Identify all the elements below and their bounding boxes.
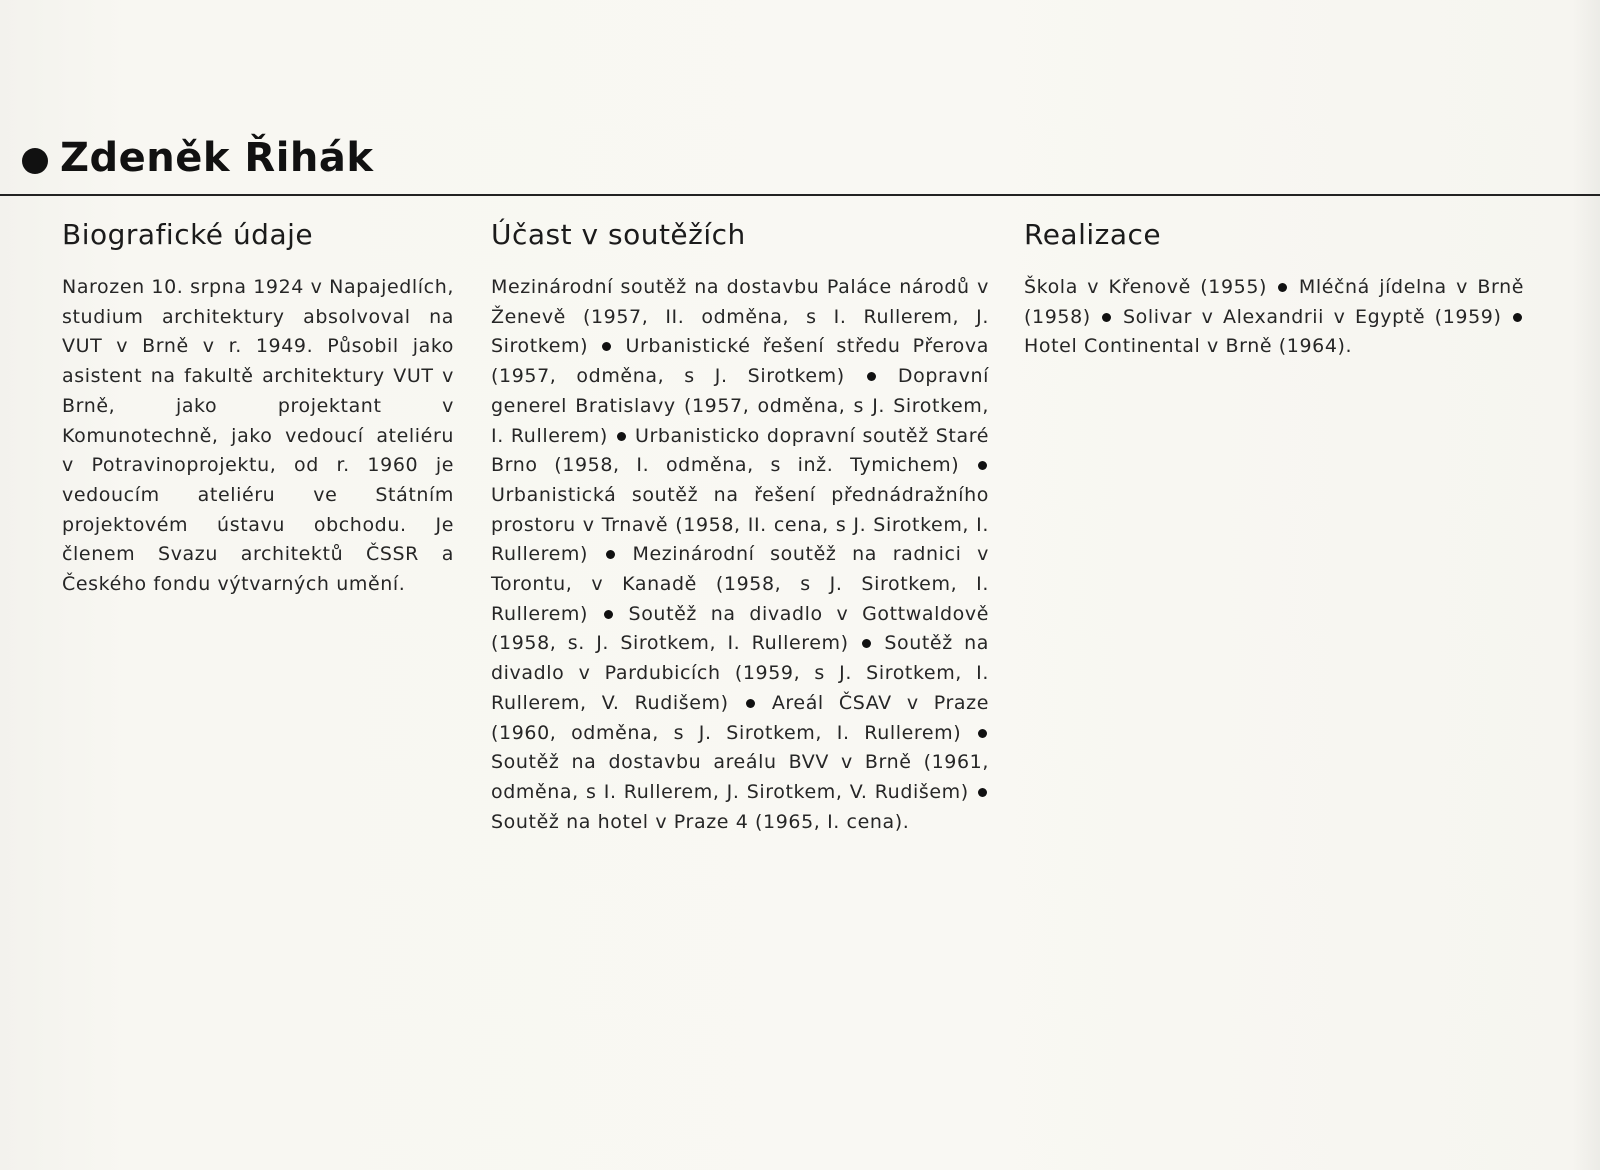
- bullet-icon: [978, 461, 987, 470]
- bullet-icon: [862, 639, 871, 648]
- bullet-icon: [1102, 313, 1111, 322]
- bullet-icon: [1278, 283, 1287, 292]
- bullet-icon: [604, 610, 613, 619]
- realizations-text: [1024, 273, 1524, 362]
- divider: [0, 194, 1600, 196]
- biography-column: [62, 218, 454, 600]
- competition-item: Soutěž na hotel v Praze 4 (1965, I. cena).: [491, 810, 910, 833]
- competitions-column: [491, 218, 989, 837]
- competition-item: Areál ČSAV v Praze (1960, odměna, s J. Sirotkem, I. Rullerem): [491, 691, 989, 744]
- bullet-icon: [606, 550, 615, 559]
- bullet-icon: [978, 788, 987, 797]
- bullet-icon: [602, 342, 611, 351]
- realization-item: Škola v Křenově (1955): [1024, 276, 1268, 298]
- page-title: Zdeněk Řihák: [60, 135, 374, 181]
- bullet-icon: [867, 372, 876, 381]
- realization-item: Solivar v Alexandrii v Egyptě (1959): [1122, 305, 1502, 328]
- competition-item: Urbanisticko dopravní soutěž Staré Brno (1958, I. odměna, s inž. Tymichem): [491, 424, 990, 477]
- competition-item: Urbanistické řešení středu Přerova (1957, odměna, s J. Sirotkem): [491, 335, 989, 388]
- bullet-icon: [617, 432, 626, 441]
- realization-item: Mléčná jídelna v Brně (1958): [1024, 276, 1525, 328]
- competition-item: Dopravní generel Bratislavy (1957, odměna, s J. Sirotkem, I. Rullerem): [491, 365, 990, 447]
- header: [22, 128, 373, 188]
- competitions-heading: Účast v soutěžích: [491, 218, 746, 251]
- page-edge-shadow: [1572, 0, 1600, 1170]
- bullet-icon: [1513, 313, 1522, 322]
- realizations-heading: Realizace: [1024, 218, 1162, 251]
- biography-text: Narozen 10. srpna 1924 v Napajedlích, studium architektury absolvoval na VUT v Brně v r. 1949. Působil jako asistent na fakultě architektury VUT v Brně, jako projektant v Komunotechně, jako vedoucí ateliéru v Potravinoprojektu, od r. 1960 je vedoucím ateliéru ve Státním projektovém ústavu obchodu. Je členem Svazu architektů ČSSR a Českého fondu výtvarných umění.: [62, 276, 454, 596]
- bullet-icon: [746, 699, 755, 708]
- biography-heading: Biografické údaje: [62, 218, 314, 251]
- competition-item: Mezinárodní soutěž na radnici v Torontu, v Kanadě (1958, s J. Sirotkem, I. Rullerem): [491, 543, 990, 625]
- competition-item: Soutěž na divadlo v Gottwaldově (1958, s. J. Sirotkem, I. Rullerem): [491, 602, 990, 655]
- competitions-text: [491, 273, 989, 837]
- bullet-icon: [22, 148, 48, 174]
- realization-item: Hotel Continental v Brně (1964).: [1024, 335, 1353, 358]
- competition-item: Mezinárodní soutěž na dostavbu Paláce národů v Ženevě (1957, II. odměna, s I. Rullerem, J. Sirotkem): [491, 276, 989, 358]
- bullet-icon: [978, 729, 987, 738]
- realizations-column: [1024, 218, 1524, 362]
- competition-item: Soutěž na dostavbu areálu BVV v Brně (1961, odměna, s I. Rullerem, J. Sirotkem, V. Rudišem): [491, 751, 989, 803]
- competition-item: Urbanistická soutěž na řešení přednádražního prostoru v Trnavě (1958, II. cena, s J. Sirotkem, I. Rullerem): [491, 483, 989, 566]
- competition-item: Soutěž na divadlo v Pardubicích (1959, s J. Sirotkem, I. Rullerem, V. Rudišem): [491, 632, 989, 714]
